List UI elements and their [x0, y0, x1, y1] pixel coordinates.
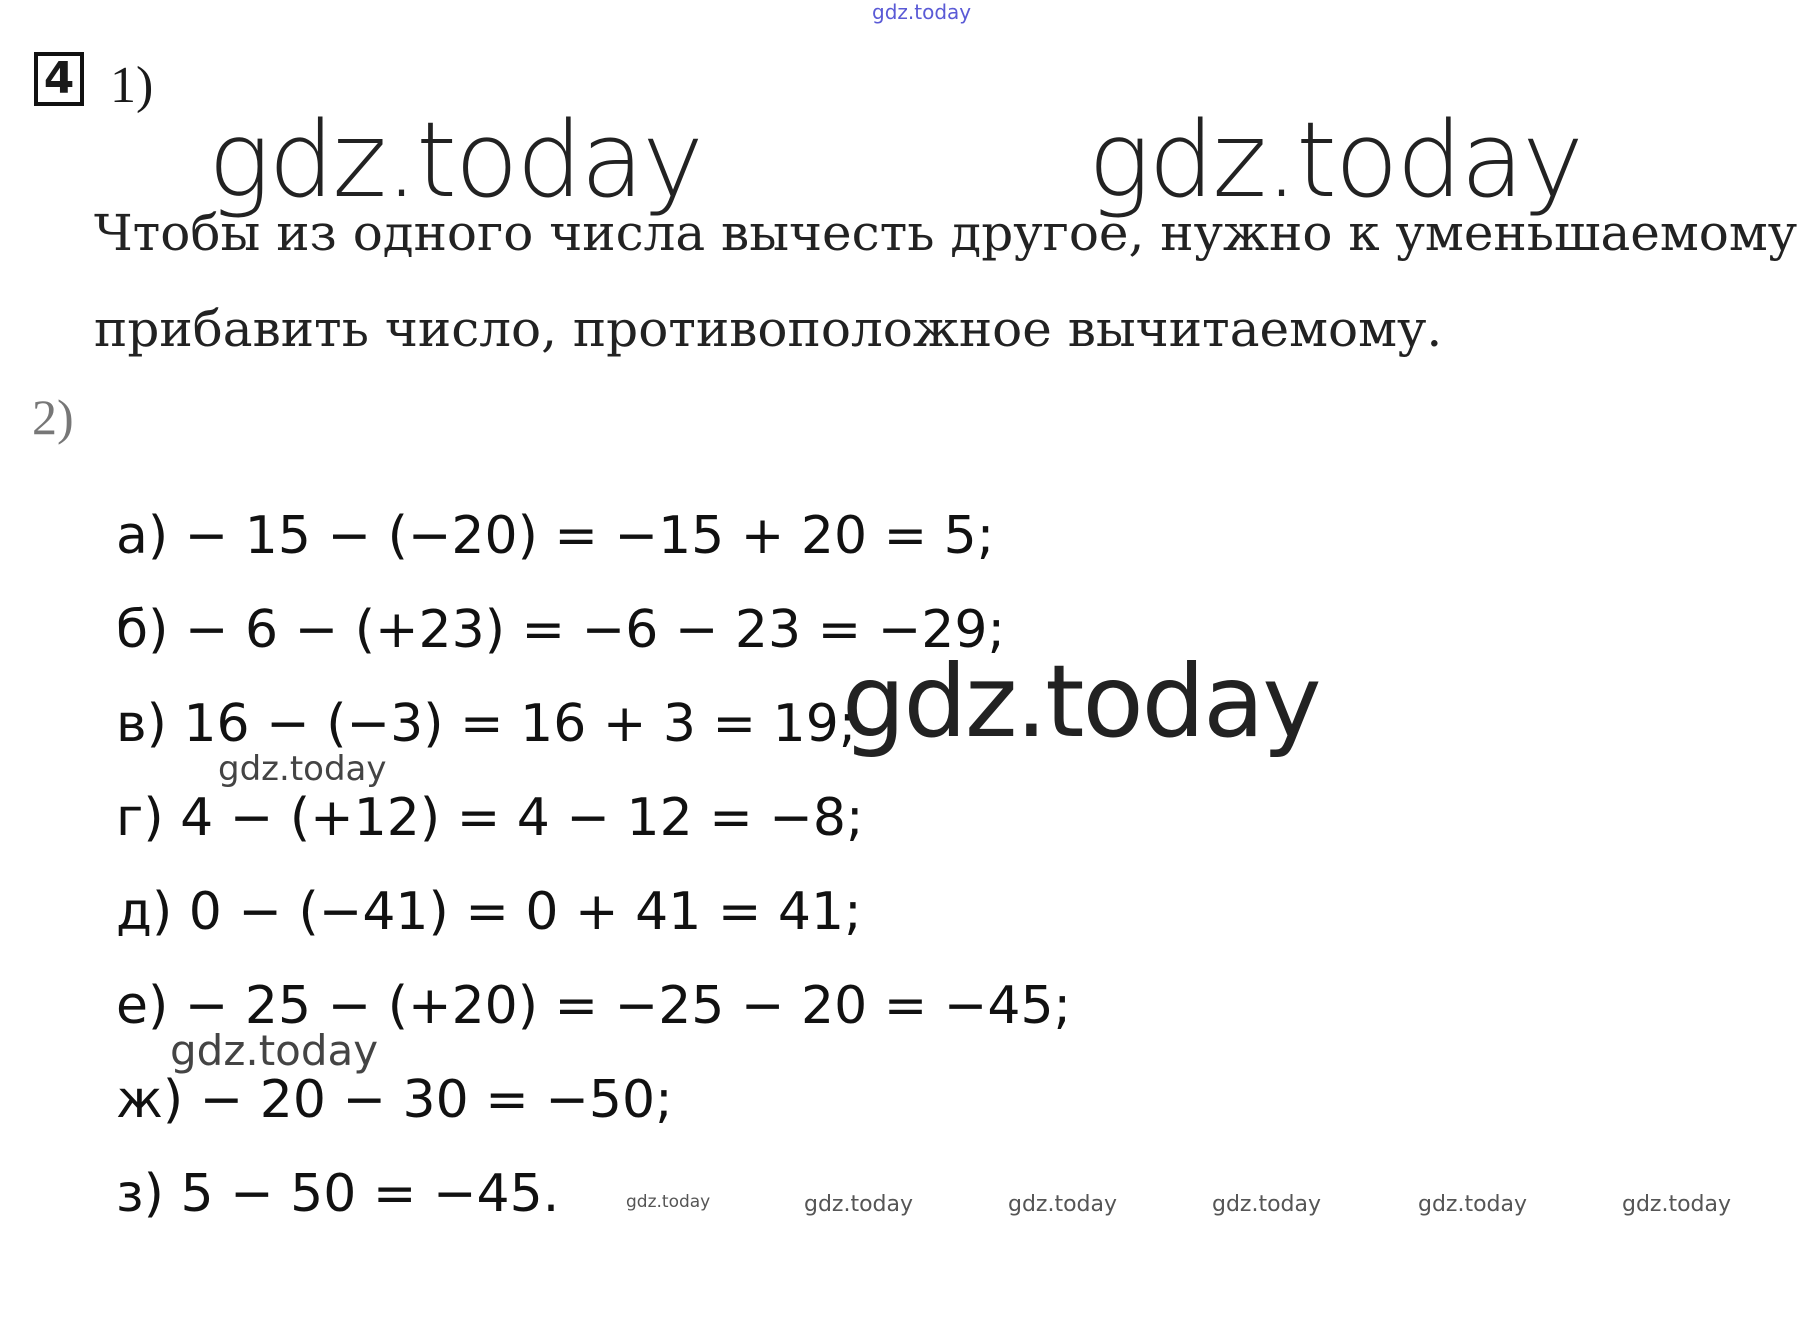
part1-label: 1) [110, 57, 154, 114]
watermark-top: gdz.today [872, 0, 972, 24]
rule-line-1: Чтобы из одного числа вычесть другое, нужно к уменьшаемому [94, 204, 1798, 262]
watermark-row-6: gdz.today [1622, 1192, 1732, 1217]
example-a: а) − 15 − (−20) = −15 + 20 = 5; [116, 506, 995, 566]
example-b: б) − 6 − (+23) = −6 − 23 = −29; [116, 600, 1005, 660]
rule-line-2: прибавить число, противоположное вычитаемому. [94, 300, 1443, 358]
watermark-small-2: gdz.today [170, 1026, 379, 1075]
watermark-row-5: gdz.today [1418, 1192, 1528, 1217]
example-v: в) 16 − (−3) = 16 + 3 = 19; [116, 694, 857, 754]
part2-label: 2) [32, 389, 74, 445]
task-number: 4 [34, 52, 84, 106]
example-zh: ж) − 20 − 30 = −50; [116, 1070, 673, 1130]
watermark-row-3: gdz.today [1008, 1192, 1118, 1217]
watermark-big-right: gdz.today [1088, 99, 1582, 221]
watermark-row-1: gdz.today [626, 1192, 711, 1212]
watermark-row-2: gdz.today [804, 1192, 914, 1217]
watermark-big-left: gdz.today [208, 99, 702, 221]
example-e: е) − 25 − (+20) = −25 − 20 = −45; [116, 976, 1072, 1036]
example-g: г) 4 − (+12) = 4 − 12 = −8; [116, 788, 864, 848]
watermark-row-4: gdz.today [1212, 1192, 1322, 1217]
watermark-middle: gdz.today [842, 643, 1320, 760]
example-d: д) 0 − (−41) = 0 + 41 = 41; [116, 882, 862, 942]
example-z: з) 5 − 50 = −45. [116, 1164, 560, 1224]
watermark-small-1: gdz.today [218, 749, 387, 789]
